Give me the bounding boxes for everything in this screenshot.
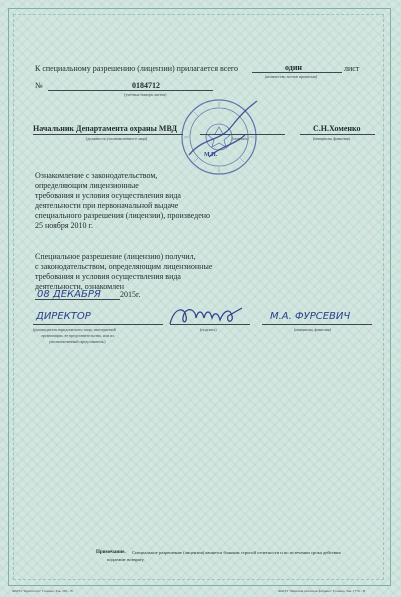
position-caption-2: организации, ее представительства, или их (41, 333, 115, 338)
official-name-caption: (инициалы, фамилия) (313, 136, 350, 141)
official-name: С.Н.Хоменко (313, 124, 361, 133)
sheet-number: 0184712 (132, 81, 160, 90)
receipt-position-line (33, 324, 163, 325)
number-line (48, 90, 213, 91)
receipt-signature (166, 302, 246, 330)
receipt-line-1: Специальное разрешение (лицензию) получил, (35, 252, 196, 261)
receipt-line-3: требования и условия осуществления вида (35, 272, 181, 281)
official-name-line (300, 134, 375, 135)
position-caption-1: (руководитель юридического лица, иностранной (33, 327, 116, 332)
official-stamp (179, 97, 259, 177)
receipt-position: ДИРЕКТОР (36, 311, 91, 322)
attachment-count: один (285, 63, 303, 72)
footer-right: ФАУП "Минская печатная фабрика" Гознака. Зак. 1776 - В (278, 589, 366, 593)
receipt-line-4: деятельности, ознакомлен (35, 282, 125, 291)
note-text-2: подлежит возврату. (107, 557, 145, 562)
official-position-line (33, 134, 183, 135)
receipt-year: 2015г. (120, 290, 141, 299)
receipt-signature-line (170, 324, 250, 325)
official-signature-caption: (подпись) (232, 136, 249, 141)
official-position: Начальник Департамента охраны МВД (33, 124, 177, 133)
attachment-prefix: К специальному разрешению (лицензии) прилагается всего (35, 64, 239, 73)
receipt-name: М.А. ФУРСЕВИЧ (270, 311, 351, 322)
fam-line-6: 25 ноября 2010 г. (35, 221, 93, 230)
note-label: Примечание. (96, 550, 126, 555)
official-position-caption: (должность уполномоченного лица) (86, 136, 148, 141)
number-caption: (учетные номера листов) (124, 92, 167, 97)
footer-left: ФАУП "Криптотех" Гознака. Зак. 263 - В (12, 589, 73, 593)
stamp-label: М.П. (204, 152, 218, 158)
note-text-1: Специальное разрешение (лицензия) является бланком строгой отчетности и по истечении срока действия (132, 550, 341, 555)
receipt-signature-caption: (подпись) (200, 327, 217, 332)
fam-line-4: деятельности при первоначальной выдаче (35, 201, 179, 210)
fam-line-2: определяющим лицензионные (35, 181, 139, 190)
receipt-name-line (262, 324, 372, 325)
fam-line-3: требования и условия осуществления вида (35, 191, 181, 200)
number-sign: № (35, 81, 43, 90)
receipt-date: 08 ДЕКАБРЯ (37, 289, 101, 300)
attachment-suffix: лист (344, 64, 360, 73)
count-caption: (количество листов прописью) (265, 74, 318, 79)
attachment-count-line (252, 72, 342, 73)
fam-line-5: специального разрешения (лицензии), произведено (35, 211, 211, 220)
receipt-line-2: с законодательством, определяющим лицензионные (35, 262, 213, 271)
receipt-name-caption: (инициалы, фамилия) (294, 327, 331, 332)
position-caption-3: уполномоченный представитель) (49, 339, 106, 344)
fam-line-1: Ознакомление с законодательством, (35, 171, 158, 180)
